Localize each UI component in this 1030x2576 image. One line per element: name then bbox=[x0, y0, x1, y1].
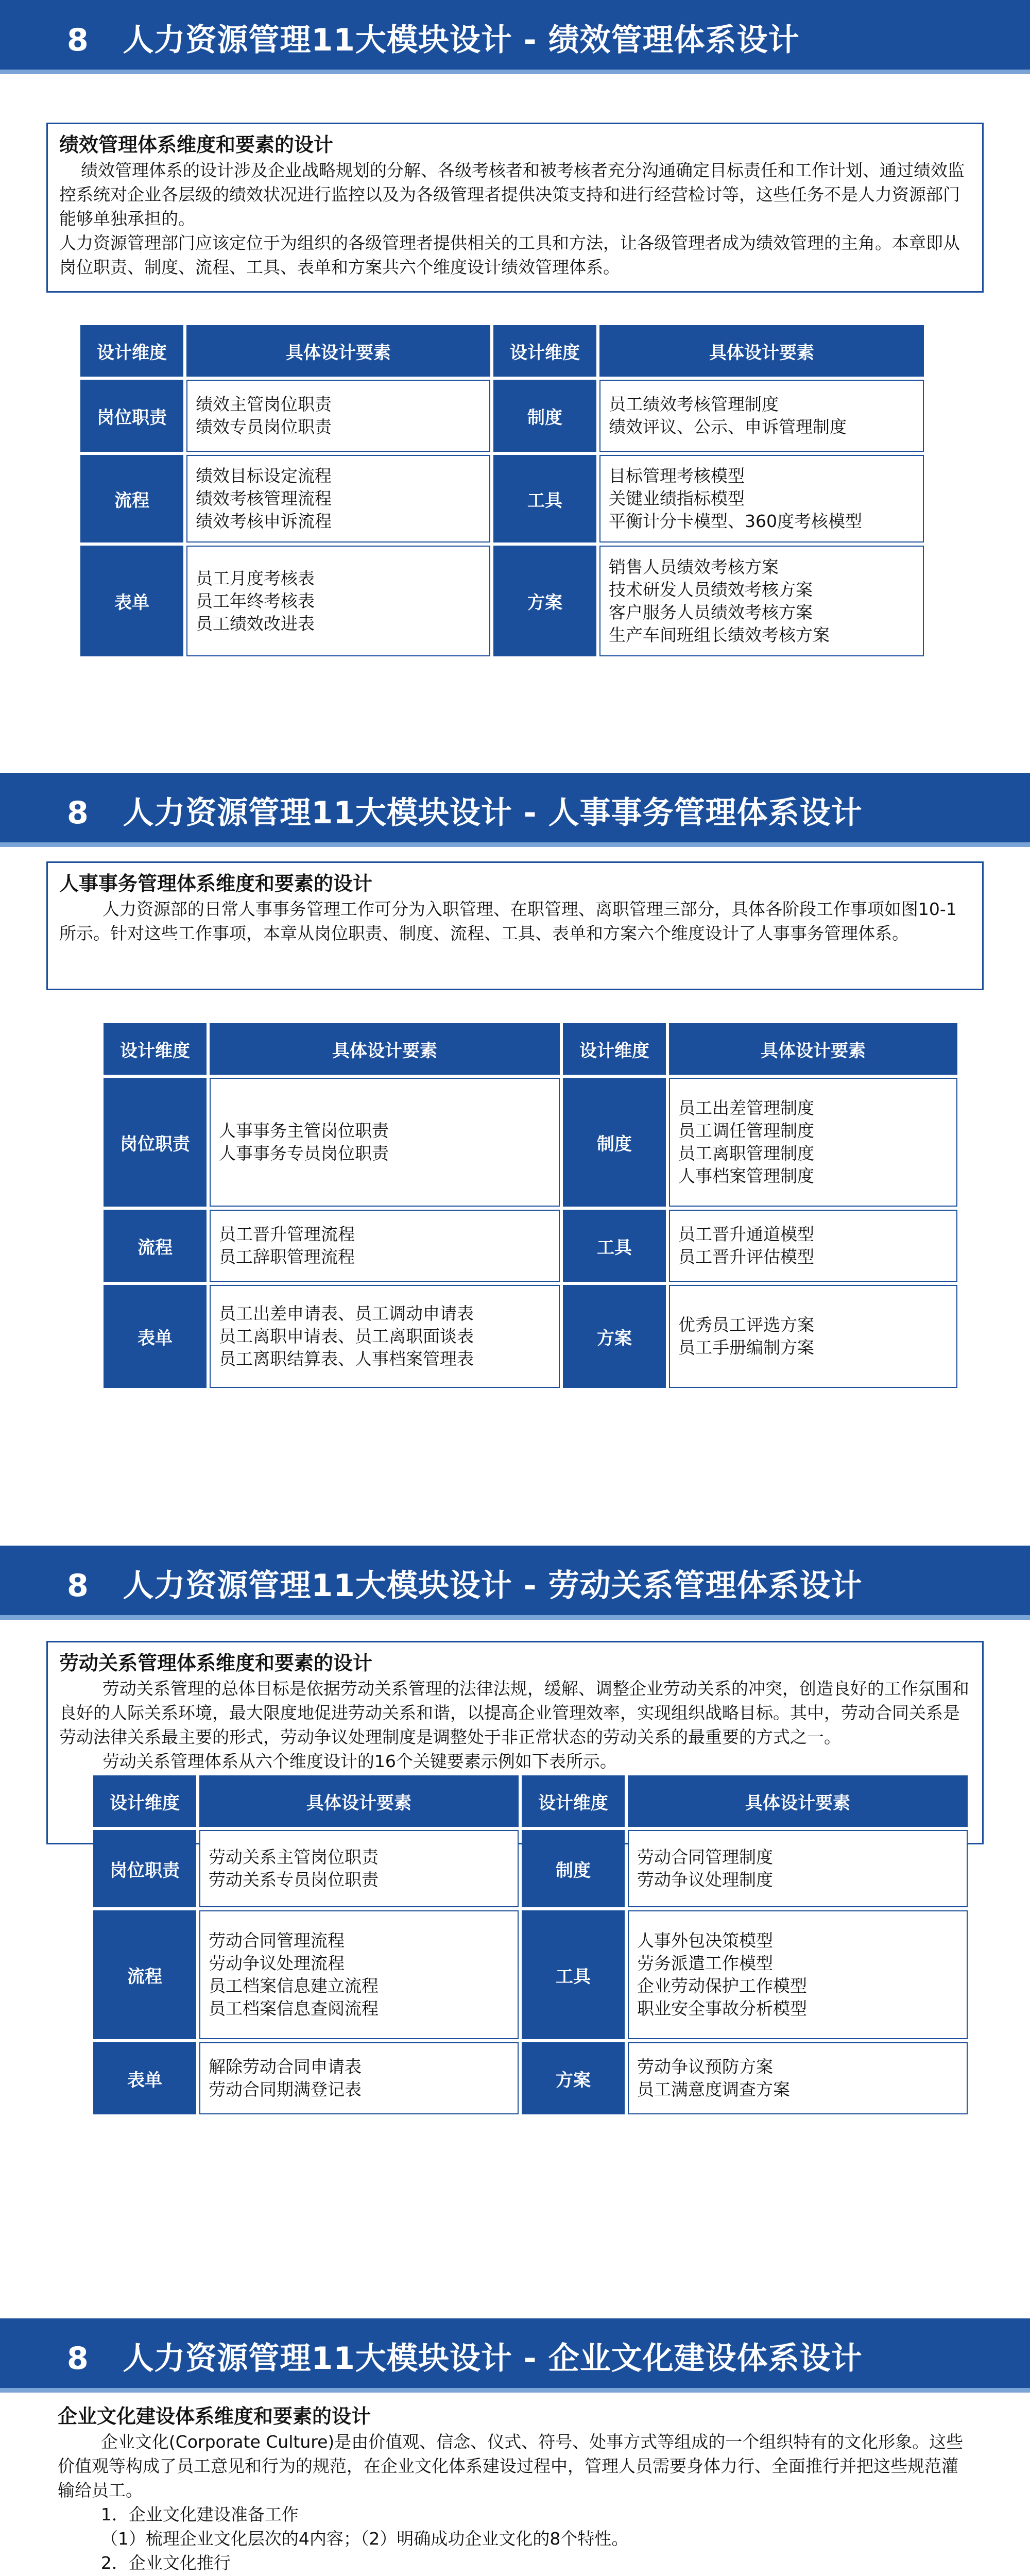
header-stripe bbox=[0, 842, 1030, 847]
dimension-cell: 表单 bbox=[104, 1285, 207, 1388]
element-cell: 人事外包决策模型 劳务派遣工作模型 企业劳动保护工作模型 职业安全事故分析模型 bbox=[628, 1910, 968, 2039]
intro-box bbox=[46, 2396, 984, 2576]
table-header-row bbox=[80, 325, 924, 377]
section-paragraph: 企业文化(Corporate Culture)是由价值观、信念、仪式、符号、处事方式等组成的一个组织特有的文化形象。这些价值观等构成了员工意见和行为的规范，在企业文化体系建设过程中，管理人员需要身体力行、全面推行并把这些规范灌输给员工。 1．企业文化建设准备工作 （1）梳理企业文化层次的4内容；（2）明确成功企业文化的8个特性。 2．企业文化推行 bbox=[58, 2432, 964, 2573]
element-cell: 员工绩效考核管理制度 绩效评议、公示、申诉管理制度 bbox=[599, 380, 924, 452]
slide-performance bbox=[0, 0, 1030, 762]
dimension-cell: 工具 bbox=[563, 1210, 666, 1282]
element-cell: 劳动争议预防方案 员工满意度调查方案 bbox=[628, 2042, 968, 2114]
intro-box bbox=[46, 861, 984, 990]
slide-header bbox=[0, 2318, 1030, 2388]
element-cell: 员工出差管理制度 员工调任管理制度 员工离职管理制度 人事档案管理制度 bbox=[669, 1078, 957, 1207]
element-cell: 目标管理考核模型 关键业绩指标模型 平衡计分卡模型、360度考核模型 bbox=[599, 455, 924, 543]
dimension-cell: 岗位职责 bbox=[104, 1078, 207, 1207]
slide-personnel-affairs bbox=[0, 773, 1030, 1535]
section-subtitle: 绩效管理体系维度和要素的设计 bbox=[59, 133, 334, 156]
section-paragraph: 劳动关系管理的总体目标是依据劳动关系管理的法律法规，缓解、调整企业劳动关系的冲突，创造良好的工作氛围和良好的人际关系环境，最大限度地促进劳动关系和谐，以提高企业管理效率，实现组织战略目标。其中，劳动合同关系是劳动法律关系最主要的形式，劳动争议处理制度是调整处于非正常状态的劳动关系的最重要的方式之一。 劳动关系管理体系从六个维度设计的16个关键要素示例如下表所示。 bbox=[59, 1679, 969, 1771]
dimension-cell: 工具 bbox=[522, 1910, 625, 2039]
slide-number: 8 bbox=[67, 2341, 89, 2377]
header-stripe bbox=[0, 2388, 1030, 2393]
intro-box bbox=[46, 123, 984, 293]
slide-corporate-culture bbox=[0, 2318, 1030, 2576]
dimension-cell: 制度 bbox=[522, 1830, 625, 1907]
slide-header bbox=[0, 1546, 1030, 1615]
element-cell: 优秀员工评选方案 员工手册编制方案 bbox=[669, 1285, 957, 1388]
table-header: 具体设计要素 bbox=[599, 325, 924, 377]
section-subtitle: 人事事务管理体系维度和要素的设计 bbox=[59, 872, 373, 895]
dimension-cell: 流程 bbox=[93, 1910, 196, 2039]
slide-title: 人力资源管理11大模块设计 - 绩效管理体系设计 bbox=[123, 22, 800, 58]
table-header: 具体设计要素 bbox=[210, 1023, 560, 1075]
header-stripe bbox=[0, 70, 1030, 74]
table-header: 设计维度 bbox=[80, 325, 183, 377]
table-header-row bbox=[104, 1023, 957, 1075]
element-cell: 员工晋升管理流程 员工辞职管理流程 bbox=[210, 1210, 560, 1282]
element-cell: 劳动合同管理流程 劳动争议处理流程 员工档案信息建立流程 员工档案信息查阅流程 bbox=[199, 1910, 519, 2039]
table-header-row bbox=[93, 1775, 968, 1827]
header-stripe bbox=[0, 1615, 1030, 1620]
table-header: 具体设计要素 bbox=[199, 1775, 519, 1827]
table-row bbox=[104, 1285, 957, 1388]
slide-header bbox=[0, 0, 1030, 70]
section-subtitle: 劳动关系管理体系维度和要素的设计 bbox=[59, 1652, 373, 1674]
table-row bbox=[80, 455, 924, 543]
section-paragraph: 人力资源部的日常人事事务管理工作可分为入职管理、在职管理、离职管理三部分，具体各阶段工作事项如图10-1所示。针对这些工作事项，本章从岗位职责、制度、流程、工具、表单和方案六个维度设计了人事事务管理体系。 bbox=[59, 899, 957, 943]
dimension-cell: 工具 bbox=[493, 455, 596, 543]
element-cell: 劳动关系主管岗位职责 劳动关系专员岗位职责 bbox=[199, 1830, 519, 1907]
slide-labor-relations bbox=[0, 1546, 1030, 2303]
element-cell: 绩效目标设定流程 绩效考核管理流程 绩效考核申诉流程 bbox=[186, 455, 490, 543]
element-cell: 绩效主管岗位职责 绩效专员岗位职责 bbox=[186, 380, 490, 452]
table-header: 设计维度 bbox=[493, 325, 596, 377]
dimension-cell: 表单 bbox=[80, 546, 183, 656]
table-header: 设计维度 bbox=[93, 1775, 196, 1827]
slide-number: 8 bbox=[67, 22, 89, 58]
element-cell: 解除劳动合同申请表 劳动合同期满登记表 bbox=[199, 2042, 519, 2114]
section-paragraph: 绩效管理体系的设计涉及企业战略规划的分解、各级考核者和被考核者充分沟通确定目标责任和工作计划、通过绩效监控系统对企业各层级的绩效状况进行监控以及为各级管理者提供决策支持和进行经营检讨等，这些任务不是人力资源部门能够单独承担的。 人力资源管理部门应该定位于为组织的各级管理者提供相关的工具和方法，让各级管理者成为绩效管理的主角。本章即从岗位职责、制度、流程、工具、表单和方案共六个维度设计绩效管理体系。 bbox=[59, 160, 965, 277]
dimension-cell: 制度 bbox=[563, 1078, 666, 1207]
element-cell: 人事事务主管岗位职责 人事事务专员岗位职责 bbox=[210, 1078, 560, 1207]
dimension-cell: 制度 bbox=[493, 380, 596, 452]
slide-title: 人力资源管理11大模块设计 - 人事事务管理体系设计 bbox=[123, 795, 863, 831]
table-header: 具体设计要素 bbox=[186, 325, 490, 377]
design-table bbox=[77, 322, 927, 659]
slide-title: 人力资源管理11大模块设计 - 企业文化建设体系设计 bbox=[123, 2341, 863, 2377]
table-header: 设计维度 bbox=[104, 1023, 207, 1075]
table-row bbox=[93, 2042, 968, 2114]
element-cell: 劳动合同管理制度 劳动争议处理制度 bbox=[628, 1830, 968, 1907]
dimension-cell: 方案 bbox=[493, 546, 596, 656]
section-subtitle: 企业文化建设体系维度和要素的设计 bbox=[58, 2405, 371, 2428]
dimension-cell: 表单 bbox=[93, 2042, 196, 2114]
slide-number: 8 bbox=[67, 795, 89, 831]
dimension-cell: 方案 bbox=[563, 1285, 666, 1388]
table-header: 设计维度 bbox=[563, 1023, 666, 1075]
element-cell: 员工出差申请表、员工调动申请表 员工离职申请表、员工离职面谈表 员工离职结算表、人事档案管理表 bbox=[210, 1285, 560, 1388]
dimension-cell: 流程 bbox=[80, 455, 183, 543]
table-row bbox=[93, 1910, 968, 2039]
design-table bbox=[100, 1020, 960, 1391]
dimension-cell: 岗位职责 bbox=[93, 1830, 196, 1907]
table-header: 具体设计要素 bbox=[669, 1023, 957, 1075]
table-header: 设计维度 bbox=[522, 1775, 625, 1827]
table-row bbox=[80, 546, 924, 656]
table-row bbox=[104, 1078, 957, 1207]
dimension-cell: 方案 bbox=[522, 2042, 625, 2114]
slide-title: 人力资源管理11大模块设计 - 劳动关系管理体系设计 bbox=[123, 1568, 863, 1604]
element-cell: 员工月度考核表 员工年终考核表 员工绩效改进表 bbox=[186, 546, 490, 656]
element-cell: 销售人员绩效考核方案 技术研发人员绩效考核方案 客户服务人员绩效考核方案 生产车间班组长绩效考核方案 bbox=[599, 546, 924, 656]
table-header: 具体设计要素 bbox=[628, 1775, 968, 1827]
slide-header bbox=[0, 773, 1030, 842]
dimension-cell: 流程 bbox=[104, 1210, 207, 1282]
dimension-cell: 岗位职责 bbox=[80, 380, 183, 452]
table-row bbox=[80, 380, 924, 452]
slide-number: 8 bbox=[67, 1568, 89, 1604]
design-table bbox=[90, 1772, 971, 2117]
table-row bbox=[93, 1830, 968, 1907]
element-cell: 员工晋升通道模型 员工晋升评估模型 bbox=[669, 1210, 957, 1282]
table-row bbox=[104, 1210, 957, 1282]
